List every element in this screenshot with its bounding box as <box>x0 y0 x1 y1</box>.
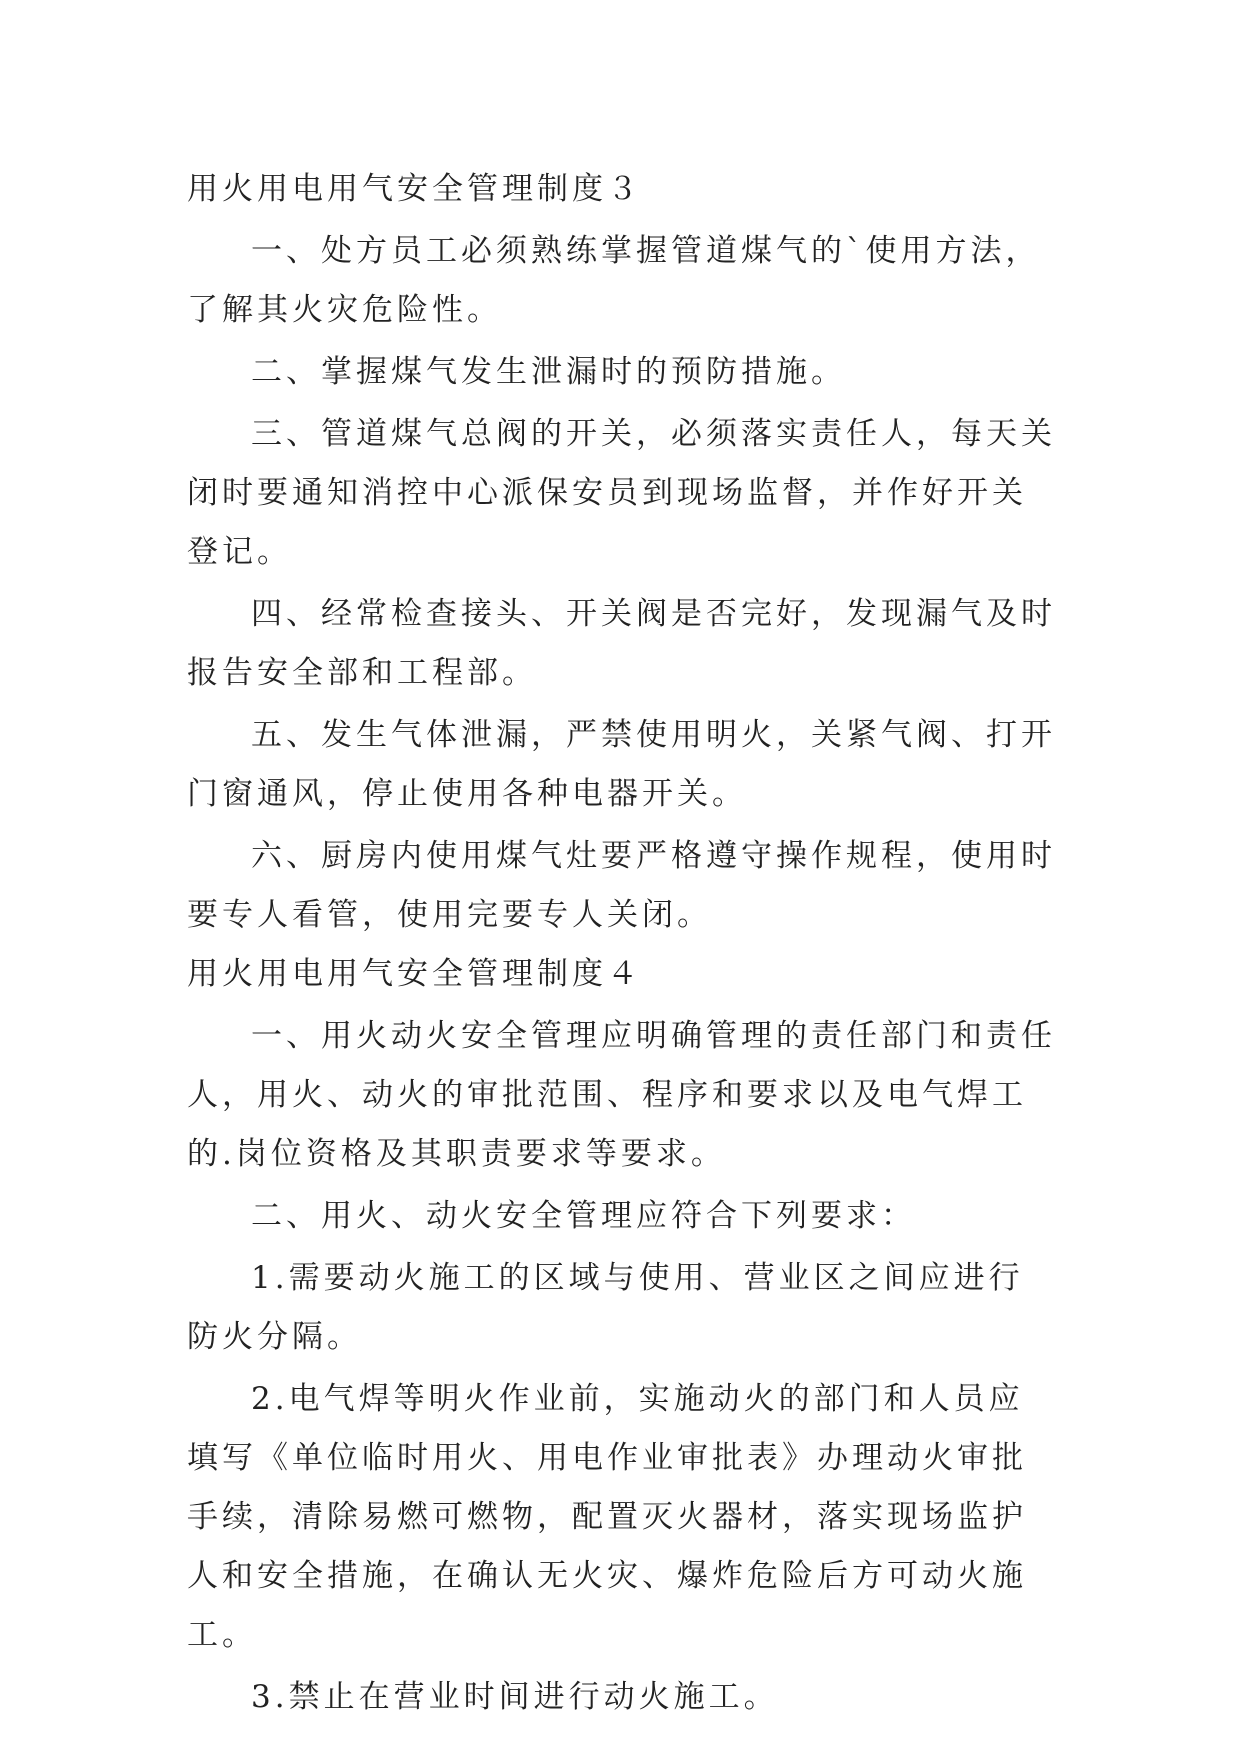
section-4-item-2: 二、用火、动火安全管理应符合下列要求： <box>251 1198 916 1234</box>
section-3-item-2: 二、掌握煤气发生泄漏时的预防措施。 <box>251 354 846 390</box>
section-4-subitem-3: 3.禁止在营业时间进行动火施工。 <box>251 1679 779 1715</box>
section-3-item-5: 五、发生气体泄漏，严禁使用明火，关紧气阀、打开门窗通风，停止使用各种电器开关。 <box>187 717 1056 812</box>
document-body <box>187 160 1057 1727</box>
section-4-subitem-1: 1.需要动火施工的区域与使用、营业区之间应进行防火分隔。 <box>187 1260 1024 1355</box>
section-3-item-1: 一、处方员工必须熟练掌握管道煤气的`使用方法，了解其火灾危险性。 <box>187 233 1041 328</box>
section-3-item-6: 六、厨房内使用煤气灶要严格遵守操作规程，使用时要专人看管，使用完要专人关闭。 <box>187 838 1056 933</box>
section-4-title: 用火用电用气安全管理制度４ <box>187 956 642 992</box>
section-3-item-4: 四、经常检查接头、开关阀是否完好，发现漏气及时报告安全部和工程部。 <box>187 596 1056 691</box>
section-4-item-1: 一、用火动火安全管理应明确管理的责任部门和责任人，用火、动火的审批范围、程序和要求以及电气焊工的.岗位资格及其职责要求等要求。 <box>187 1018 1056 1172</box>
section-3-item-3: 三、管道煤气总阀的开关，必须落实责任人，每天关闭时要通知消控中心派保安员到现场监督，并作好开关登记。 <box>187 416 1056 570</box>
section-4-subitem-2: 2.电气焊等明火作业前，实施动火的部门和人员应填写《单位临时用火、用电作业审批表》办理动火审批手续，清除易燃可燃物，配置灭火器材，落实现场监护人和安全措施，在确认无火灾、爆炸危险后方可动火施工。 <box>187 1381 1027 1653</box>
section-3-title: 用火用电用气安全管理制度３ <box>187 171 642 207</box>
